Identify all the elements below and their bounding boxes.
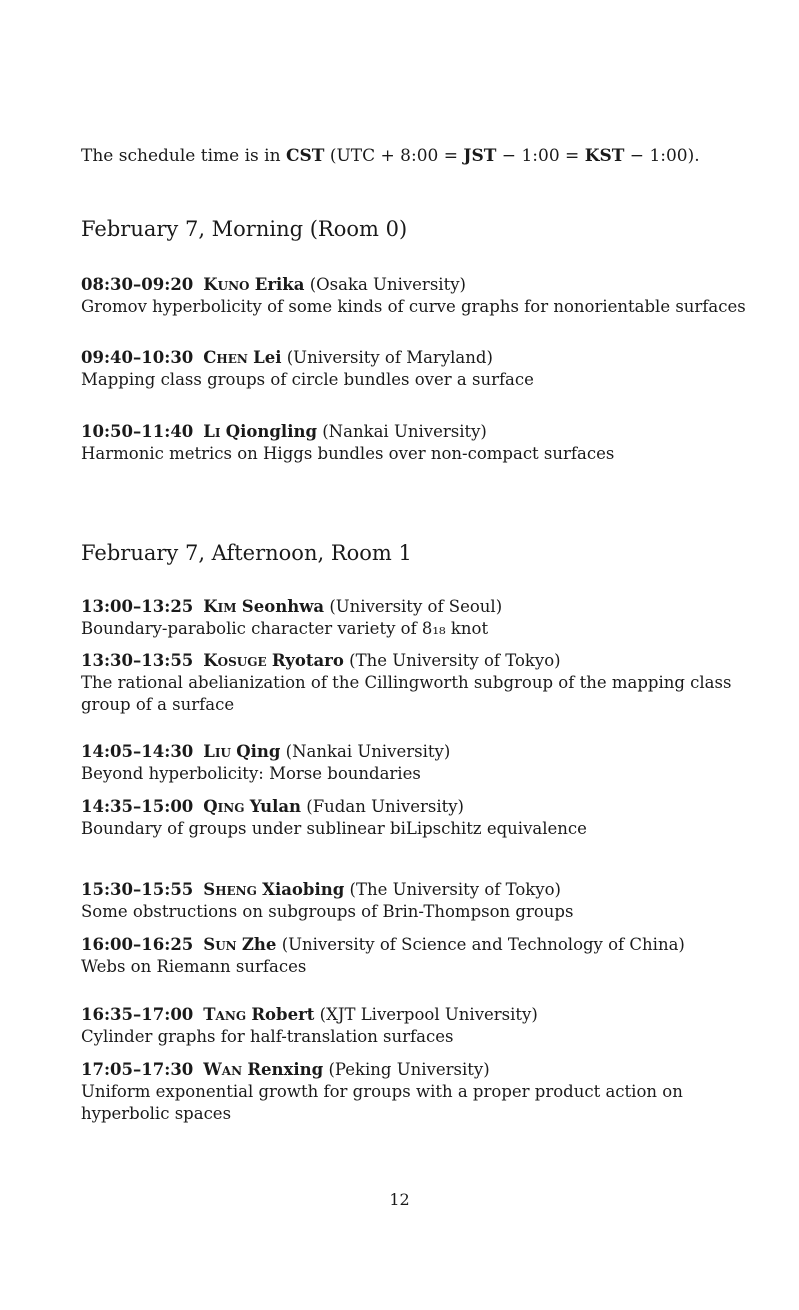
speaker-given-name: Qiongling: [225, 422, 317, 441]
speaker-family-name: Kuno: [203, 275, 250, 294]
talk-entry: [81, 796, 753, 840]
speaker-family-name: Sheng: [203, 880, 257, 899]
talk-entry: [81, 347, 753, 391]
speaker-given-name: Seonhwa: [241, 597, 325, 616]
talk-entry: [81, 421, 753, 465]
talk-entry: [81, 879, 753, 923]
timezone-note: [81, 144, 761, 168]
intro-text: The schedule time is in: [81, 146, 286, 166]
talk-title: Some obstructions on subgroups of Brin-Thompson groups: [81, 902, 574, 921]
talk-title: Boundary of groups under sublinear biLipschitz equivalence: [81, 819, 587, 838]
speaker-given-name: Xiaobing: [262, 880, 345, 899]
talk-title: Webs on Riemann surfaces: [81, 957, 307, 976]
speaker-affiliation: (The University of Tokyo): [349, 880, 561, 899]
speaker-family-name: Kosuge: [203, 651, 267, 670]
speaker-given-name: Qing: [236, 742, 281, 761]
speaker-affiliation: (Peking University): [328, 1060, 490, 1079]
speaker-given-name: Yulan: [249, 797, 302, 816]
talk-title: Cylinder graphs for half-translation surfaces: [81, 1027, 454, 1046]
speaker-given-name: Renxing: [247, 1060, 324, 1079]
talk-title: Beyond hyperbolicity: Morse boundaries: [81, 764, 421, 783]
intro-text: (UTC + 8:00 =: [324, 146, 464, 166]
talk-time: 17:05–17:30: [81, 1060, 194, 1079]
talk-time: 14:35–15:00: [81, 797, 194, 816]
talk-entry: [81, 274, 753, 318]
talk-time: 13:30–13:55: [81, 651, 194, 670]
speaker-affiliation: (XJT Liverpool University): [319, 1005, 538, 1024]
section-title-afternoon: February 7, Afternoon, Room 1: [81, 541, 412, 565]
intro-text: − 1:00 =: [496, 146, 585, 166]
jst-label: JST: [463, 146, 497, 166]
kst-label: KST: [584, 146, 625, 166]
talk-time: 16:00–16:25: [81, 935, 194, 954]
talk-title: The rational abelianization of the Cillingworth subgroup of the mapping class group of a surface: [81, 673, 732, 714]
talk-title: Gromov hyperbolicity of some kinds of curve graphs for nonorientable surfaces: [81, 297, 746, 316]
talk-time: 13:00–13:25: [81, 597, 194, 616]
talk-time: 16:35–17:00: [81, 1005, 194, 1024]
speaker-affiliation: (University of Science and Technology of China): [281, 935, 685, 954]
talk-time: 08:30–09:20: [81, 275, 194, 294]
speaker-family-name: Li: [203, 422, 221, 441]
talk-time: 09:40–10:30: [81, 348, 194, 367]
speaker-family-name: Kim: [203, 597, 237, 616]
speaker-family-name: Wan: [203, 1060, 243, 1079]
talk-title: Harmonic metrics on Higgs bundles over non-compact surfaces: [81, 444, 615, 463]
speaker-affiliation: (University of Seoul): [329, 597, 503, 616]
speaker-affiliation: (University of Maryland): [286, 348, 493, 367]
talk-title: Boundary-parabolic character variety of 8₁₈ knot: [81, 619, 489, 638]
page-number: 12: [389, 1190, 410, 1209]
speaker-family-name: Liu: [203, 742, 231, 761]
talk-entry: [81, 596, 753, 640]
speaker-affiliation: (Fudan University): [306, 797, 464, 816]
speaker-affiliation: (Nankai University): [285, 742, 451, 761]
speaker-affiliation: (The University of Tokyo): [349, 651, 561, 670]
intro-text: − 1:00).: [624, 146, 700, 166]
talk-time: 15:30–15:55: [81, 880, 194, 899]
speaker-family-name: Qing: [203, 797, 245, 816]
speaker-given-name: Ryotaro: [271, 651, 344, 670]
speaker-affiliation: (Nankai University): [322, 422, 487, 441]
talk-entry: [81, 1004, 753, 1048]
speaker-given-name: Robert: [251, 1005, 315, 1024]
cst-label: CST: [285, 146, 325, 166]
speaker-given-name: Lei: [253, 348, 282, 367]
speaker-family-name: Chen: [203, 348, 248, 367]
talk-title: Uniform exponential growth for groups with a proper product action on hyperbolic spaces: [81, 1082, 683, 1123]
speaker-family-name: Tang: [203, 1005, 247, 1024]
speaker-given-name: Erika: [254, 275, 305, 294]
talk-time: 14:05–14:30: [81, 742, 194, 761]
speaker-given-name: Zhe: [241, 935, 277, 954]
speaker-family-name: Sun: [203, 935, 237, 954]
talk-entry: [81, 934, 753, 978]
talk-time: 10:50–11:40: [81, 422, 194, 441]
talk-entry: [81, 1059, 753, 1125]
speaker-affiliation: (Osaka University): [309, 275, 466, 294]
talk-entry: [81, 650, 753, 716]
section-title-morning: February 7, Morning (Room 0): [81, 217, 408, 241]
talk-entry: [81, 741, 753, 785]
talk-title: Mapping class groups of circle bundles over a surface: [81, 370, 534, 389]
